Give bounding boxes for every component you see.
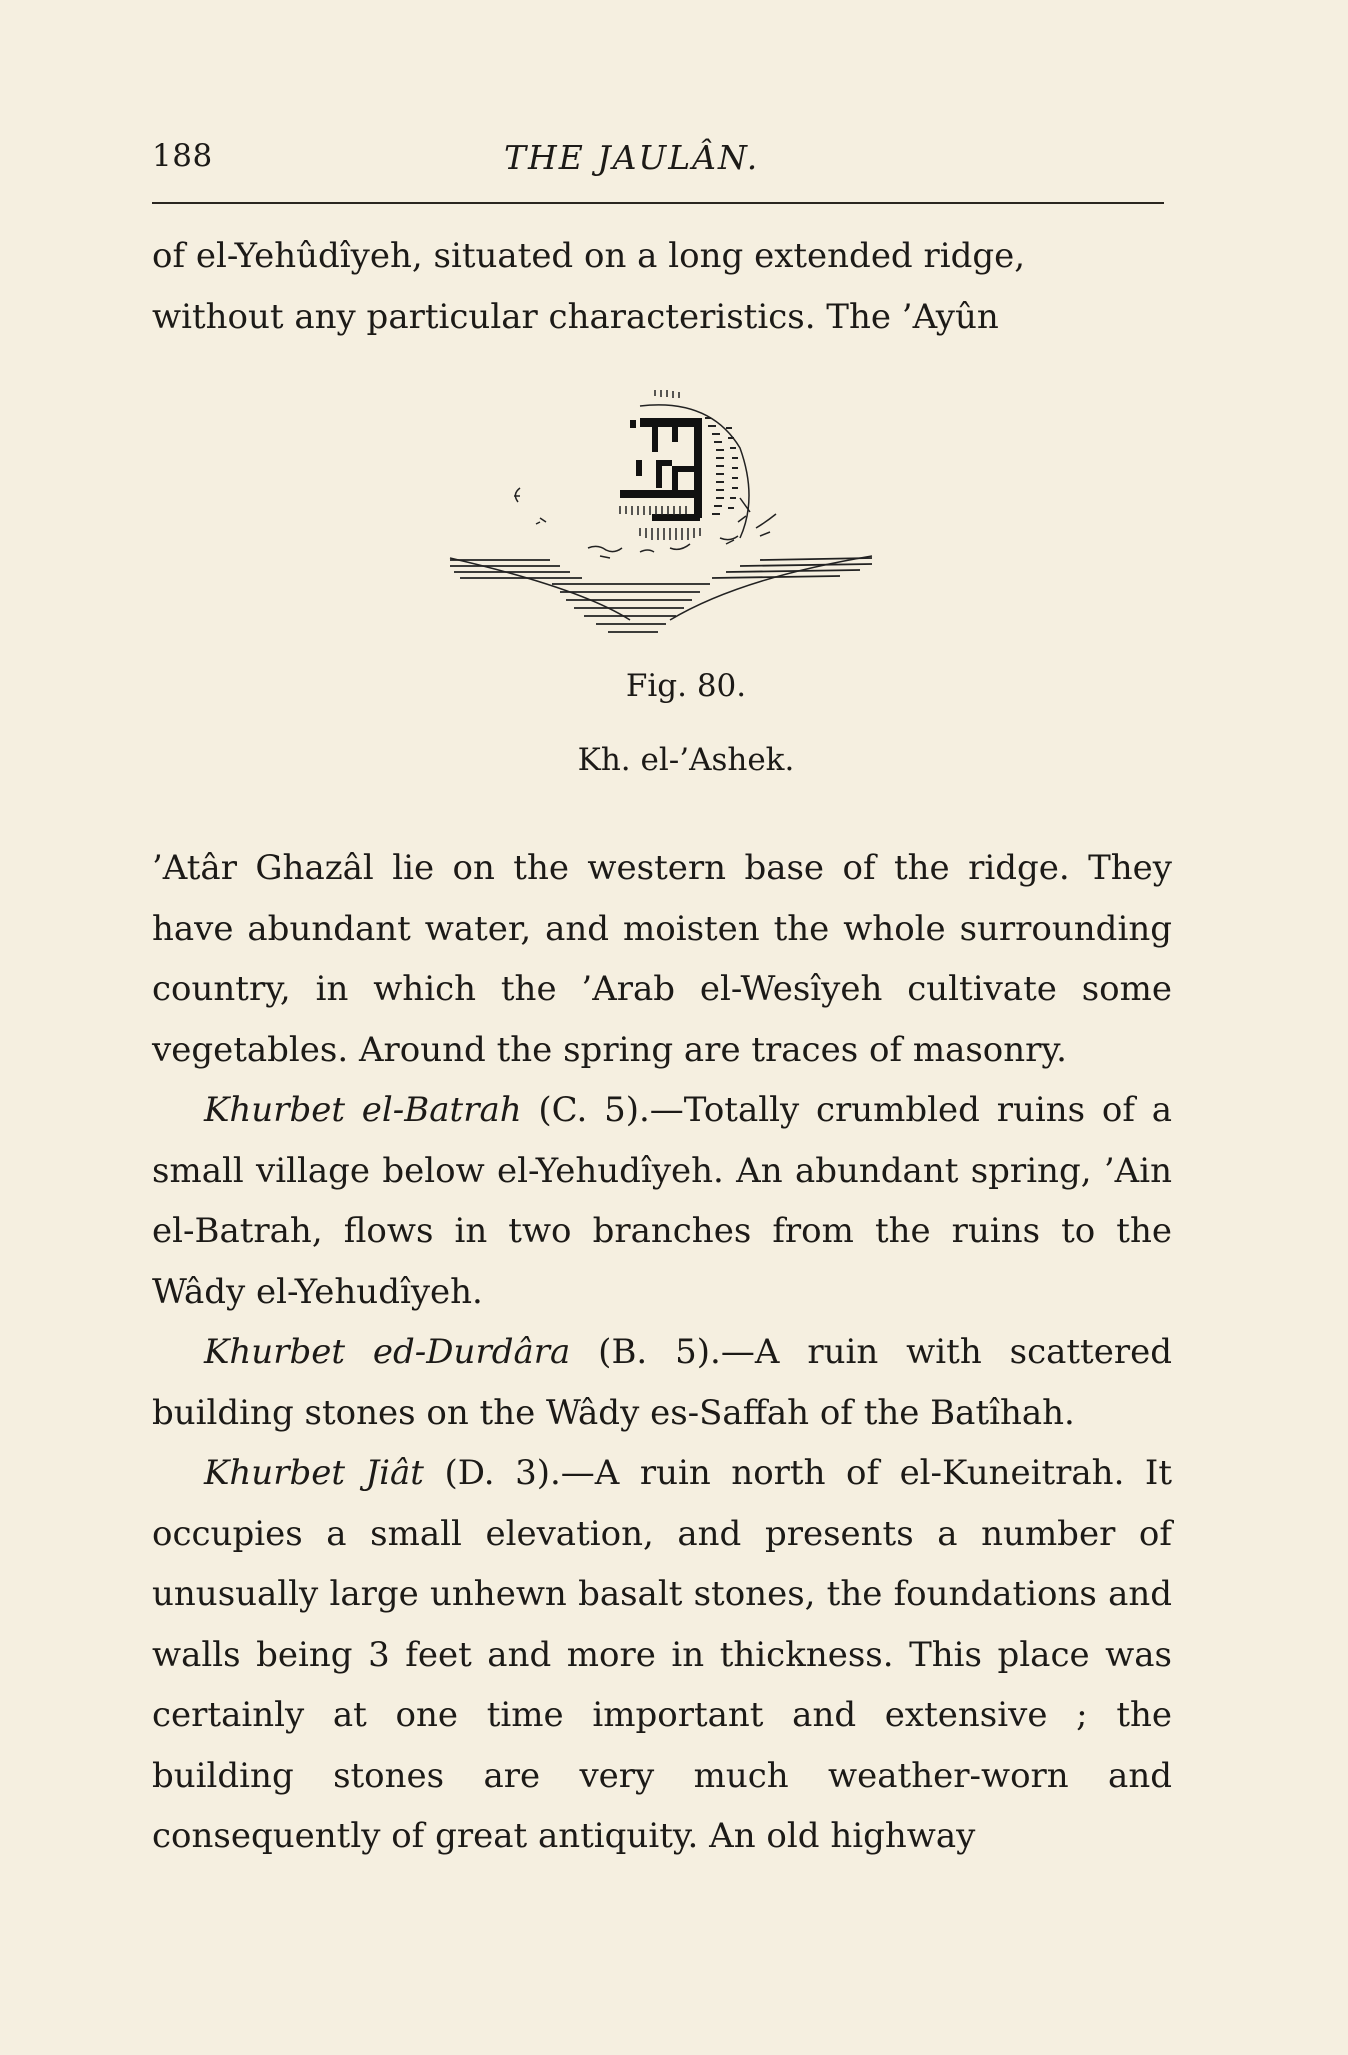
paragraph	[152, 1443, 1172, 1867]
entry-text: (C. 5).—Totally crumbled ruins of a small village below el-Yehudîyeh. An abundant spring, ’Ain el-Batrah, flows in two branches from the ruins to the Wâdy el-Yehudîyeh.	[152, 1090, 1172, 1312]
entry-title: Khurbet el-Batrah	[204, 1090, 522, 1130]
ruin-plan-figure	[440, 388, 880, 653]
text-line: without any particular characteristics. The ’Ayûn	[152, 296, 999, 337]
entry-title: Khurbet ed-Durdâra	[204, 1332, 571, 1372]
entry-title: Khurbet Jiât	[204, 1453, 424, 1493]
top-text-block	[152, 226, 1172, 347]
paragraph: ’Atâr Ghazâl lie on the western base of the ridge. They have abundant water, and moisten the whole surrounding country, in which the ’Arab el-Wesîyeh cultivate some vegetables. Around the spring are traces of masonry.	[152, 848, 1172, 1070]
paragraph	[152, 1080, 1172, 1322]
paragraph	[152, 1322, 1172, 1443]
running-head	[152, 138, 1162, 188]
running-title: THE JAULÂN.	[504, 138, 760, 177]
header-rule	[152, 202, 1164, 204]
text-line: of el-Yehûdîyeh, situated on a long extended ridge,	[152, 236, 1026, 276]
entry-text: (D. 3).—A ruin north of el-Kuneitrah. It occupies a small elevation, and presents a number of unusually large unhewn basalt stones, the foundations and walls being 3 feet and more in thickness. This place was certainly at one time important and extensive ; the building stones are very much weather-worn and consequently of great antiquity. An old highway	[152, 1453, 1172, 1856]
figure-caption: Kh. el-’Ashek.	[577, 742, 795, 778]
entry-text: (B. 5).—A ruin with scattered building stones on the Wâdy es-Saffah of the Batîhah.	[152, 1332, 1172, 1433]
body-text	[152, 838, 1172, 1867]
ruin-plan-drawing	[440, 388, 880, 653]
figure-number: Fig. 80.	[625, 668, 747, 704]
page-number: 188	[152, 138, 213, 174]
